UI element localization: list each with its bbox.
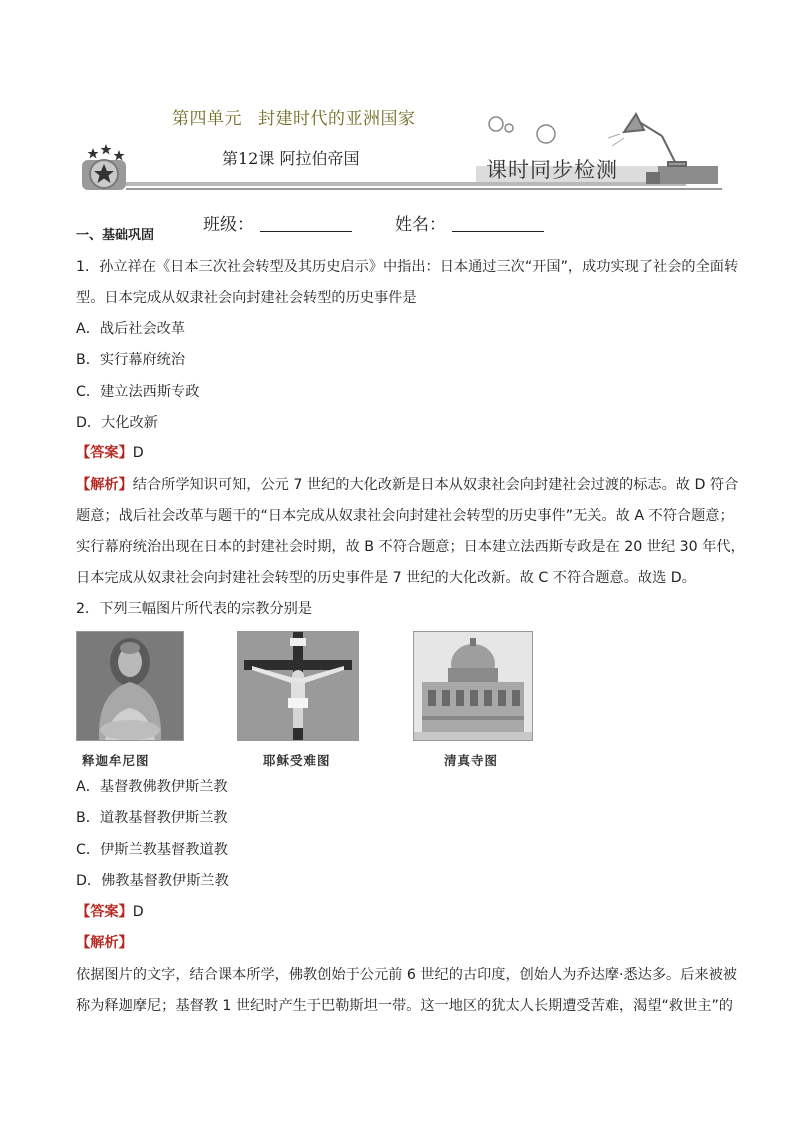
lesson-title: 第12课 阿拉伯帝国 <box>222 149 360 168</box>
q1-option-a: A．战后社会改革 <box>76 321 186 337</box>
answer-tag: 【答案】 <box>76 445 133 461</box>
unit-name: 封建时代的亚洲国家 <box>258 109 416 129</box>
q1-stem-line1: 1．孙立祥在《日本三次社会转型及其历史启示》中指出：日本通过三次“开国”，成功实现了社会的全面转 <box>76 259 739 275</box>
q1-analysis-line3: 实行幕府统治出现在日本的封建社会时期，故 B 不符合题意；日本建立法西斯专政是在 20 世纪 30 年代， <box>76 539 745 555</box>
name-field <box>395 210 544 235</box>
class-field <box>203 210 352 235</box>
answer-value: D <box>132 445 144 461</box>
q1-option-b: B．实行幕府统治 <box>76 352 186 368</box>
q2-stem: 2．下列三幅图片所代表的宗教分别是 <box>76 601 313 617</box>
bubbles-decoration <box>489 117 555 143</box>
q1-analysis-line1 <box>76 475 738 495</box>
unit-title <box>172 104 416 129</box>
q1-option-d: D．大化改新 <box>76 415 158 431</box>
mosque-image <box>413 631 533 741</box>
buddha-image <box>76 631 184 741</box>
analysis-tag: 【解析】 <box>76 935 133 951</box>
q1-analysis-line2: 题意；战后社会改革与题干的“日本完成从奴隶社会向封建社会转型的历史事件”无关。故 A 不符合题意； <box>76 508 734 524</box>
name-label: 姓名： <box>395 215 446 235</box>
caption-crucifix: 耶稣受难图 <box>263 753 331 768</box>
q2-analysis-line1: 依据图片的文字，结合课本所学，佛教创始于公元前 6 世纪的古印度，创始人为乔达摩·悉达多。后来被被 <box>76 967 737 983</box>
class-blank[interactable] <box>260 215 352 232</box>
caption-buddha: 释迦牟尼图 <box>82 753 150 768</box>
desk-lamp-icon <box>608 114 686 166</box>
q2-option-d: D．佛教基督教伊斯兰教 <box>76 873 229 889</box>
q1-answer <box>76 443 144 463</box>
unit-number: 第四单元 <box>172 109 242 129</box>
class-label: 班级： <box>203 215 254 235</box>
brand-title: 课时同步检测 <box>486 158 618 182</box>
crucifix-image <box>237 631 359 741</box>
answer-tag: 【答案】 <box>76 904 133 920</box>
section-heading: 一、基础巩固 <box>76 228 155 243</box>
q2-option-b: B．道教基督教伊斯兰教 <box>76 810 228 826</box>
analysis-tag: 【解析】 <box>76 477 133 493</box>
caption-mosque: 清真寺图 <box>444 753 499 768</box>
q2-option-c: C．伊斯兰教基督教道教 <box>76 842 228 858</box>
q1-stem-line2: 型。日本完成从奴隶社会向封建社会转型的历史事件是 <box>76 290 417 306</box>
q2-analysis-line2: 称为释迦摩尼；基督教 1 世纪时产生于巴勒斯坦一带。这一地区的犹太人长期遭受苦难，渴望“救世主”的 <box>76 998 733 1014</box>
star-badge-icon <box>82 144 126 190</box>
q1-option-c: C．建立法西斯专政 <box>76 384 200 400</box>
q2-option-a: A．基督教佛教伊斯兰教 <box>76 779 228 795</box>
q2-answer <box>76 902 144 922</box>
analysis-text: 结合所学知识可知，公元 7 世纪的大化改新是日本从奴隶社会向封建社会过渡的标志。故 D 符合 <box>132 477 739 493</box>
q2-analysis-tag <box>76 933 133 953</box>
name-blank[interactable] <box>452 215 544 232</box>
answer-value: D <box>132 904 144 920</box>
q1-analysis-line4: 日本完成从奴隶社会向封建社会转型的历史事件是 7 世纪的大化改新。故 C 不符合题意。故选 D。 <box>76 570 696 586</box>
